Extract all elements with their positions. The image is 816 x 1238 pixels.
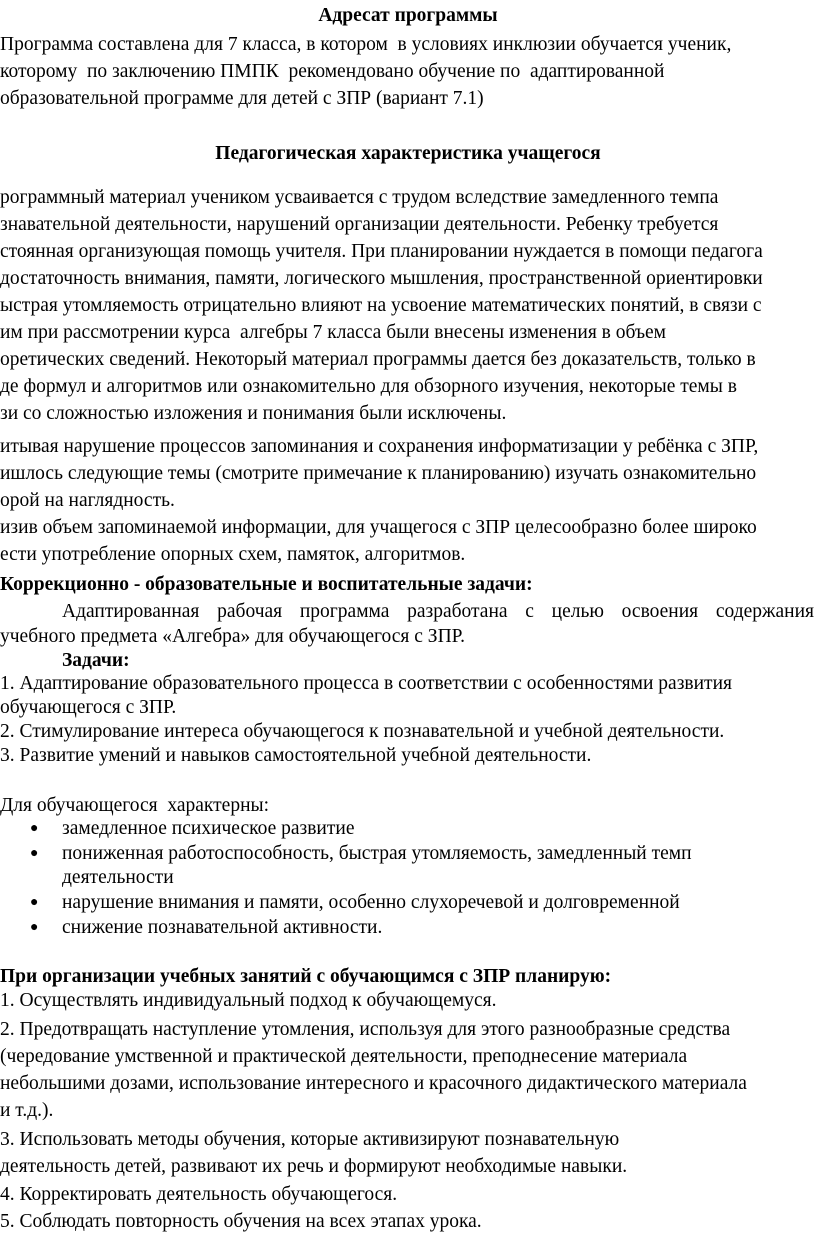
feature-item: замедленное психическое развитие bbox=[62, 818, 355, 839]
address-line: которому по заключению ПМПК рекомендовано обучение по адаптированной bbox=[0, 61, 665, 82]
plan-line: и т.д.). bbox=[0, 1100, 54, 1121]
bullet-icon: ● bbox=[30, 920, 39, 935]
plan-line: 3. Использовать методы обучения, которые активизируют познавательную bbox=[0, 1129, 620, 1150]
characteristic-line: итывая нарушение процессов запоминания и сохранения информатизации у ребёнка с ЗПР, bbox=[0, 436, 759, 457]
address-line: Программа составлена для 7 класса, в котором в условиях инклюзии обучается ученик, bbox=[0, 34, 732, 55]
feature-item: пониженная работоспособность, быстрая утомляемость, замедленный темп bbox=[62, 843, 692, 864]
plan-line: небольшими дозами, использование интересного и красочного дидактического материала bbox=[0, 1073, 747, 1094]
characteristic-line: рограммный материал учеником усваивается с трудом вследствие замедленного темпа bbox=[0, 187, 719, 208]
tasks-subheading: Задачи: bbox=[62, 650, 130, 671]
task-item: 3. Развитие умений и навыков самостоятельной учебной деятельности. bbox=[0, 745, 592, 766]
address-heading: Адресат программы bbox=[318, 5, 498, 26]
plan-line: 1. Осуществлять индивидуальный подход к обучающемуся. bbox=[0, 990, 497, 1011]
characteristic-line: им при рассмотрении курса алгебры 7 класса были внесены изменения в объем bbox=[0, 322, 667, 343]
plan-line: (чередование умственной и практической деятельности, преподнесение материала bbox=[0, 1046, 688, 1067]
bullet-icon: ● bbox=[30, 846, 39, 861]
characteristic-line: зи со сложностью изложения и понимания были исключены. bbox=[0, 403, 507, 424]
tasks-intro: Адаптированная рабочая программа разработана с целью освоения содержания bbox=[62, 601, 814, 622]
characteristic-line: ести употребление опорных схем, памяток, алгоритмов. bbox=[0, 544, 466, 565]
characteristic-line: орой на наглядность. bbox=[0, 490, 175, 511]
bullet-icon: ● bbox=[30, 821, 39, 836]
characteristic-line: ыстрая утомляемость отрицательно влияют на усвоение математических понятий, в связи с bbox=[0, 295, 762, 316]
feature-item: деятельности bbox=[62, 867, 174, 888]
tasks-intro: учебного предмета «Алгебра» для обучающегося с ЗПР. bbox=[0, 626, 465, 647]
characteristic-line: изив объем запоминаемой информации, для учащегося с ЗПР целесообразно более широко bbox=[0, 517, 757, 538]
tasks-heading: Коррекционно - образовательные и воспитательные задачи: bbox=[0, 574, 533, 595]
bullet-icon: ● bbox=[30, 895, 39, 910]
plan-line: 5. Соблюдать повторность обучения на всех этапах урока. bbox=[0, 1211, 482, 1232]
task-item: обучающегося с ЗПР. bbox=[0, 697, 177, 718]
plan-line: 4. Корректировать деятельность обучающегося. bbox=[0, 1184, 398, 1205]
address-line: образовательной программе для детей с ЗПР (вариант 7.1) bbox=[0, 88, 484, 109]
characteristic-heading: Педагогическая характеристика учащегося bbox=[215, 143, 601, 164]
task-item: 2. Стимулирование интереса обучающегося к познавательной и учебной деятельности. bbox=[0, 721, 725, 742]
characteristic-line: де формул и алгоритмов или ознакомительно для обзорного изучения, некоторые темы в bbox=[0, 376, 737, 397]
plan-line: деятельность детей, развивают их речь и формируют необходимые навыки. bbox=[0, 1156, 628, 1177]
features-lead: Для обучающегося характерны: bbox=[0, 795, 270, 816]
characteristic-line: достаточность внимания, памяти, логического мышления, пространственной ориентировки bbox=[0, 268, 763, 289]
plan-heading: При организации учебных занятий с обучающимся с ЗПР планирую: bbox=[0, 966, 612, 987]
characteristic-line: знавательной деятельности, нарушений организации деятельности. Ребенку требуется bbox=[0, 214, 719, 235]
task-item: 1. Адаптирование образовательного процесса в соответствии с особенностями развития bbox=[0, 673, 732, 694]
feature-item: нарушение внимания и памяти, особенно слухоречевой и долговременной bbox=[62, 892, 680, 913]
plan-line: 2. Предотвращать наступление утомления, используя для этого разнообразные средства bbox=[0, 1019, 731, 1040]
characteristic-line: ишлось следующие темы (смотрите примечание к планированию) изучать ознакомительно bbox=[0, 463, 757, 484]
characteristic-line: оретических сведений. Некоторый материал программы дается без доказательств, только в bbox=[0, 349, 756, 370]
characteristic-line: стоянная организующая помощь учителя. При планировании нуждается в помощи педагога bbox=[0, 241, 763, 262]
feature-item: снижение познавательной активности. bbox=[62, 917, 383, 938]
